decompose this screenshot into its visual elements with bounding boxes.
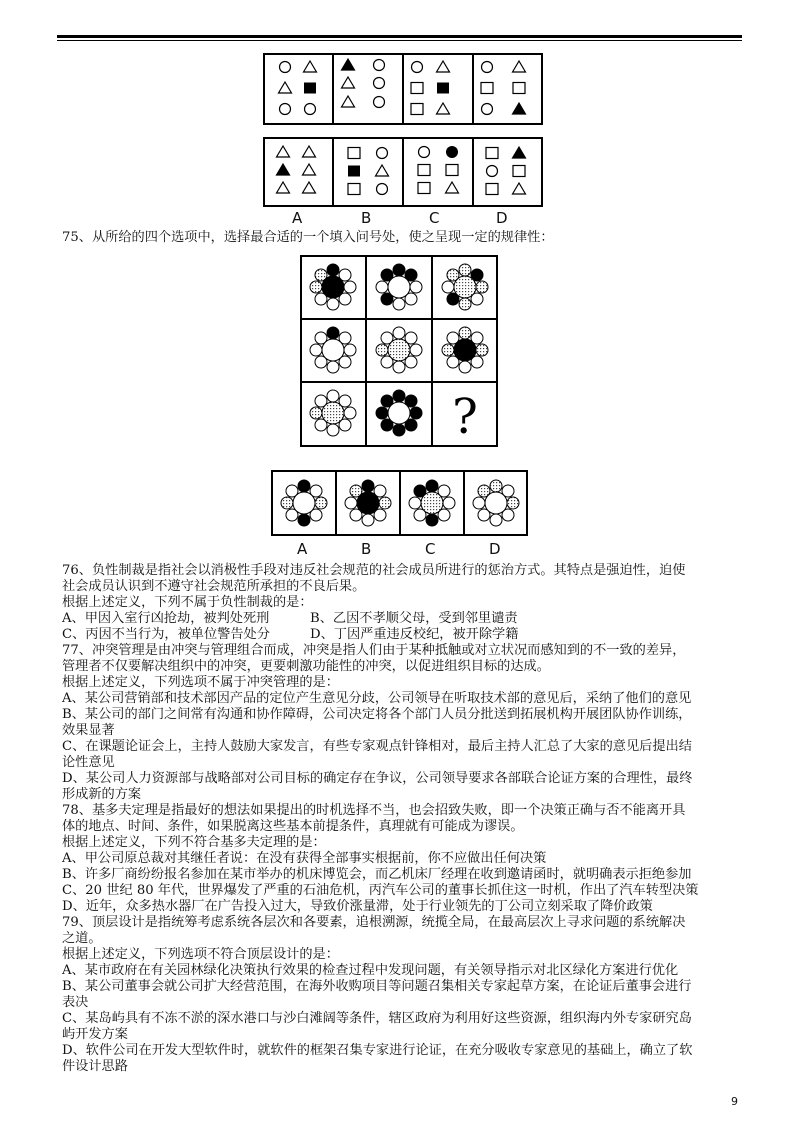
q75-grid-flower bbox=[376, 327, 422, 373]
q77-option-b: B、某公司的部门之间常有沟通和协作障碍，公司决定将各个部门人员分批送到拓展机构开展团队协作训练， bbox=[62, 707, 692, 722]
q79-option-a: A、某市政府在有关园林绿化决策执行效果的检查过程中发现问题，有关领导指示对北区绿化方案进行优化 bbox=[62, 963, 679, 978]
q76-options-row-2 bbox=[62, 627, 742, 643]
q77-option-c-cont: 论性意见 bbox=[62, 755, 115, 770]
q77-prompt: 根据上述定义，下列选项不属于冲突管理的是： bbox=[62, 675, 339, 690]
q75-question-text: 75、从所给的四个选项中，选择最合适的一个填入问号处，使之呈现一定的规律性： bbox=[62, 230, 554, 245]
q79-option-c-cont: 屿开发方案 bbox=[62, 1027, 128, 1042]
q75-option-flower bbox=[409, 480, 455, 526]
header-rule bbox=[57, 35, 742, 38]
q75-grid-flower bbox=[376, 390, 422, 436]
q79-line-1: 79、顶层设计是指统筹考虑系统各层次和各要素，追根溯源，统揽全局，在最高层次上寻求问题的系统解决 bbox=[62, 915, 686, 930]
q75-grid-flower bbox=[310, 264, 356, 310]
q79-line-2: 之道。 bbox=[62, 931, 102, 946]
q76-option-a: A、甲因入室行凶抢劫，被判处死刑 bbox=[62, 611, 270, 626]
q74-option-a-label: A bbox=[292, 209, 303, 227]
q74-options-figure bbox=[263, 137, 543, 207]
q75-grid-flower bbox=[310, 390, 356, 436]
q79-option-b: B、某公司董事会就公司扩大经营范围，在海外收购项目等问题召集相关专家起草方案，在论证后董事会进行 bbox=[62, 979, 692, 994]
q75-option-b-label: B bbox=[361, 540, 372, 558]
q77-line-1: 77、冲突管理是由冲突与管理组合而成，冲突是指人们由于某种抵触或对立状况而感知到的不一致的差异， bbox=[62, 643, 686, 658]
header-rule-thin bbox=[57, 40, 742, 41]
q75-option-flower bbox=[281, 480, 327, 526]
q75-option-c-label: C bbox=[425, 540, 436, 558]
q75-grid-flower bbox=[310, 327, 356, 373]
q74-option-d-label: D bbox=[496, 209, 508, 227]
q76-prompt: 根据上述定义，下列不属于负性制裁的是： bbox=[62, 595, 313, 610]
q75-grid-flower bbox=[442, 264, 488, 310]
q76-option-b: B、乙因不孝顺父母，受到邻里谴责 bbox=[310, 611, 518, 626]
q77-option-c: C、在课题论证会上，主持人鼓励大家发言，有些专家观点针锋相对，最后主持人汇总了大家的意见后提出结 bbox=[62, 739, 692, 754]
q75-option-a-label: A bbox=[297, 540, 308, 558]
q76-option-c: C、丙因不当行为，被单位警告处分 bbox=[62, 627, 270, 642]
q78-option-a: A、甲公司原总裁对其继任者说：在没有获得全部事实根据前，你不应做出任何决策 bbox=[62, 851, 547, 866]
q75-option-flower bbox=[345, 480, 391, 526]
q79-option-d: D、软件公司在开发大型软件时，就软件的框架召集专家进行论证，在充分吸收专家意见的基础上，确立了软 bbox=[62, 1043, 693, 1058]
q75-options-figure bbox=[271, 470, 528, 536]
q79-option-c: C、某岛屿具有不冻不淤的深水港口与沙白滩阔等条件，辖区政府为利用好这些资源，组织海内外专家研究岛 bbox=[62, 1011, 692, 1026]
q75-question-mark: ? bbox=[452, 389, 478, 445]
q78-line-1: 78、基多夫定理是指最好的想法如果提出的时机选择不当，也会招致失败，即一个决策正确与否不能离开具 bbox=[62, 803, 686, 818]
q79-option-b-cont: 表决 bbox=[62, 995, 89, 1010]
q78-prompt: 根据上述定义，下列不符合基多夫定理的是： bbox=[62, 835, 326, 850]
q74-option-b-label: B bbox=[361, 209, 372, 227]
q75-grid-flower bbox=[442, 327, 488, 373]
q78-option-d: D、近年，众多热水器厂在广告投入过大，导致价涨量滞，处于行业领先的丁公司立刻采取了降价政策 bbox=[62, 899, 653, 914]
q76-options-row-1 bbox=[62, 611, 742, 627]
q75-option-flower bbox=[473, 480, 519, 526]
q76-line-2: 社会成员认识到不遵守社会规范所承担的不良后果。 bbox=[62, 579, 366, 594]
q77-option-a: A、某公司营销部和技术部因产品的定位产生意见分歧，公司领导在听取技术部的意见后，采纳了他们的意见 bbox=[62, 691, 692, 706]
q75-grid-flower bbox=[376, 264, 422, 310]
q74-question-figure bbox=[263, 53, 543, 125]
q76-option-d: D、丁因严重违反校纪，被开除学籍 bbox=[310, 627, 519, 642]
q77-option-d: D、某公司人力资源部与战略部对公司目标的确定存在争议，公司领导要求各部联合论证方案的合理性，最终 bbox=[62, 771, 693, 786]
q78-option-b: B、许多厂商纷纷报名参加在某市举办的机床博览会，而乙机床厂经理在收到邀请函时，就明确表示拒绝参加 bbox=[62, 867, 692, 882]
q76-line-1: 76、负性制裁是指社会以消极性手段对违反社会规范的社会成员所进行的惩治方式。其特点是强迫性，迫使 bbox=[62, 563, 686, 578]
q77-option-b-cont: 效果显著 bbox=[62, 723, 115, 738]
q79-option-d-cont: 件设计思路 bbox=[62, 1059, 128, 1074]
q78-line-2: 体的地点、时间、条件，如果脱离这些基本前提条件，真理就有可能成为谬误。 bbox=[62, 819, 524, 834]
q75-question-grid bbox=[300, 255, 498, 447]
q77-option-d-cont: 形成新的方案 bbox=[62, 787, 142, 802]
q79-prompt: 根据上述定义，下列选项不符合顶层设计的是： bbox=[62, 947, 339, 962]
q77-line-2: 管理者不仅要解决组织中的冲突，更要刺激功能性的冲突，以促进组织目标的达成。 bbox=[62, 659, 550, 674]
q75-option-d-label: D bbox=[489, 540, 501, 558]
q74-option-c-label: C bbox=[429, 209, 440, 227]
q78-option-c: C、20 世纪 80 年代，世界爆发了严重的石油危机，丙汽车公司的董事长抓住这一时机，作出了汽车转型决策 bbox=[62, 883, 699, 898]
page-number: 9 bbox=[731, 1095, 738, 1108]
